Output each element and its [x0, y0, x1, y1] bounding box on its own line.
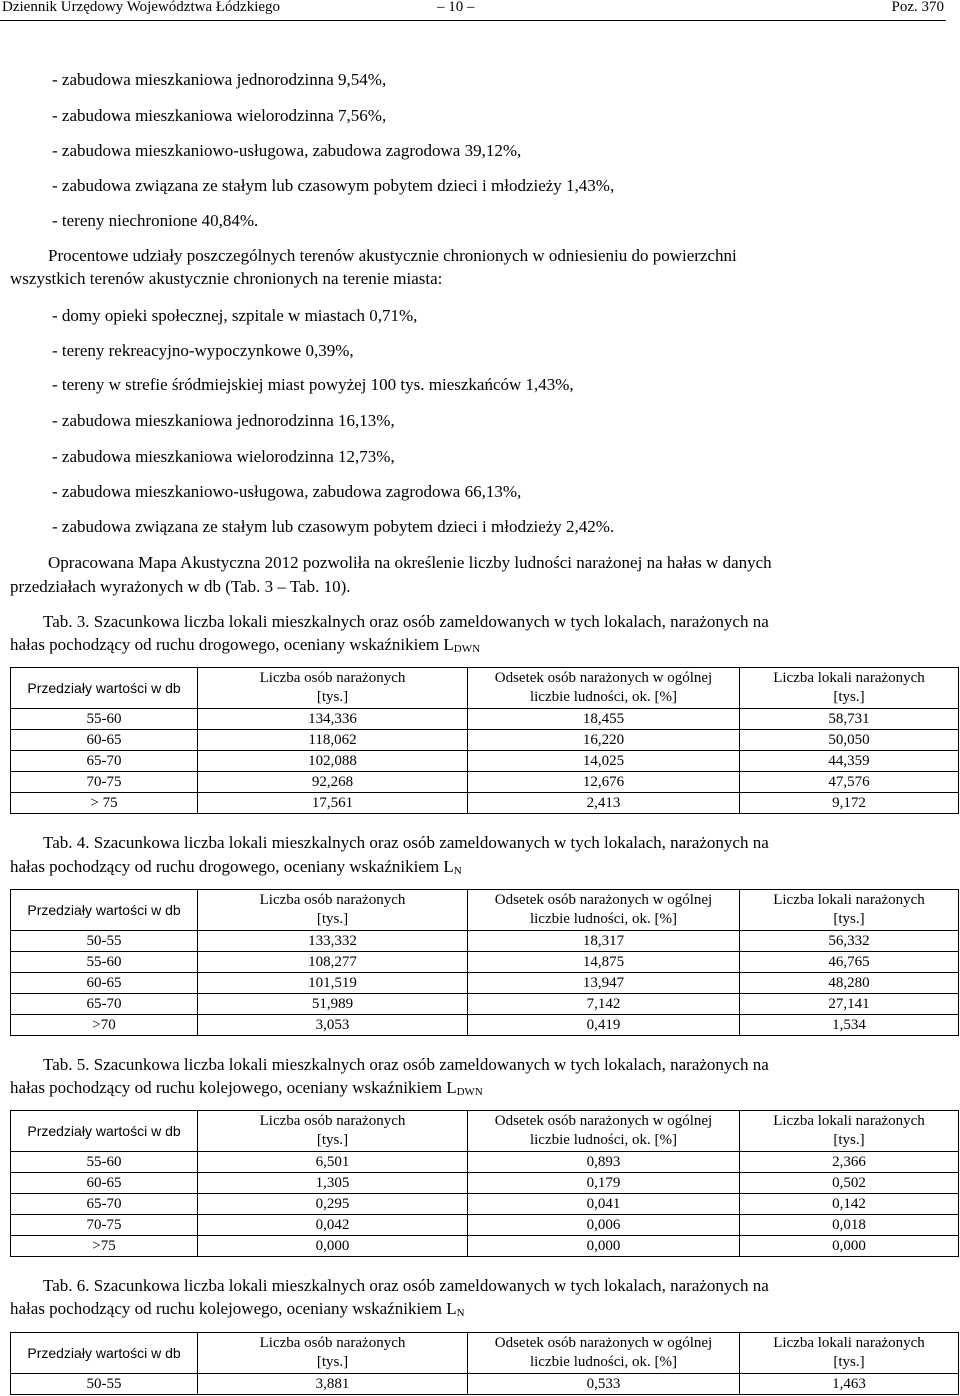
column-header: Odsetek osób narażonych w ogólnej liczbie ludności, ok. [%] [468, 1333, 740, 1374]
table-cell: 0,018 [740, 1215, 959, 1236]
table-cell: 2,366 [740, 1152, 959, 1173]
table-row [11, 1215, 959, 1236]
table-cell: 18,455 [468, 709, 740, 730]
table-cell: 27,141 [740, 994, 959, 1015]
column-header: Liczba lokali narażonych [tys.] [740, 668, 959, 709]
table-cell: 65-70 [11, 994, 198, 1015]
data-table [10, 667, 959, 814]
table-row [11, 793, 959, 814]
table-cell: 1,305 [198, 1173, 468, 1194]
table-cell: 18,317 [468, 931, 740, 952]
column-header: Liczba osób narażonych [tys.] [198, 1333, 468, 1374]
data-table [10, 1332, 959, 1395]
column-header: Liczba lokali narażonych [tys.] [740, 1333, 959, 1374]
table-cell: 58,731 [740, 709, 959, 730]
table-cell: >70 [11, 1015, 198, 1036]
table-header-row [11, 1333, 959, 1374]
table-cell: 47,576 [740, 772, 959, 793]
table-cell: 118,062 [198, 730, 468, 751]
table-cell: 0,419 [468, 1015, 740, 1036]
table-cell: 55-60 [11, 709, 198, 730]
list-item: - zabudowa mieszkaniowa wielorodzinna 7,56%, [52, 106, 387, 125]
table-cell: 56,332 [740, 931, 959, 952]
table-caption: hałas pochodzący od ruchu kolejowego, oceniany wskaźnikiem LN [10, 1299, 465, 1319]
table-row [11, 952, 959, 973]
table-cell: 101,519 [198, 973, 468, 994]
table-cell: 50-55 [11, 1374, 198, 1395]
table-caption: hałas pochodzący od ruchu kolejowego, oceniany wskaźnikiem LDWN [10, 1078, 483, 1098]
table-row [11, 709, 959, 730]
table-cell: 134,336 [198, 709, 468, 730]
table-cell: 44,359 [740, 751, 959, 772]
table-cell: 0,006 [468, 1215, 740, 1236]
list-item: - tereny rekreacyjno-wypoczynkowe 0,39%, [52, 341, 354, 360]
list-item: - zabudowa związana ze stałym lub czasowym pobytem dzieci i młodzieży 2,42%. [52, 517, 615, 536]
list-item: - domy opieki społecznej, szpitale w miastach 0,71%, [52, 306, 418, 325]
list-item: - zabudowa związana ze stałym lub czasowym pobytem dzieci i młodzieży 1,43%, [52, 176, 615, 195]
paragraph-line: Procentowe udziały poszczególnych terenów akustycznie chronionych w odniesieniu do powierzchni [48, 246, 737, 265]
table-cell: 1,534 [740, 1015, 959, 1036]
table-cell: 14,025 [468, 751, 740, 772]
table-cell: 0,000 [198, 1236, 468, 1257]
table-cell: 13,947 [468, 973, 740, 994]
table-row [11, 994, 959, 1015]
column-header: Odsetek osób narażonych w ogólnej liczbie ludności, ok. [%] [468, 1111, 740, 1152]
table-cell: 14,875 [468, 952, 740, 973]
table-cell: 3,881 [198, 1374, 468, 1395]
table-cell: 50,050 [740, 730, 959, 751]
table-cell: 0,893 [468, 1152, 740, 1173]
table-cell: >75 [11, 1236, 198, 1257]
table-row [11, 1152, 959, 1173]
column-header: Liczba osób narażonych [tys.] [198, 668, 468, 709]
table-cell: 46,765 [740, 952, 959, 973]
table-row [11, 1236, 959, 1257]
list-item: - tereny niechronione 40,84%. [52, 211, 259, 230]
column-header: Przedziały wartości w db [11, 668, 198, 709]
table-cell: 108,277 [198, 952, 468, 973]
column-header: Przedziały wartości w db [11, 1333, 198, 1374]
list-item: - zabudowa mieszkaniowo-usługowa, zabudowa zagrodowa 39,12%, [52, 141, 522, 160]
table-cell: 55-60 [11, 952, 198, 973]
table-cell: 60-65 [11, 730, 198, 751]
column-header: Liczba osób narażonych [tys.] [198, 1111, 468, 1152]
table-caption: hałas pochodzący od ruchu drogowego, oceniany wskaźnikiem LN [10, 857, 462, 877]
table-caption: Tab. 3. Szacunkowa liczba lokali mieszkalnych oraz osób zameldowanych w tych lokalach, narażonych na [43, 612, 769, 631]
list-item: - tereny w strefie śródmiejskiej miast powyżej 100 tys. mieszkańców 1,43%, [52, 375, 574, 394]
table-row [11, 1015, 959, 1036]
page-number: – 10 – [437, 0, 475, 15]
data-table [10, 889, 959, 1036]
table-cell: 92,268 [198, 772, 468, 793]
table-caption: hałas pochodzący od ruchu drogowego, oceniany wskaźnikiem LDWN [10, 635, 481, 655]
column-header: Liczba osób narażonych [tys.] [198, 890, 468, 931]
column-header: Przedziały wartości w db [11, 890, 198, 931]
table-header-row [11, 890, 959, 931]
table-caption: Tab. 6. Szacunkowa liczba lokali mieszkalnych oraz osób zameldowanych w tych lokalach, narażonych na [43, 1276, 769, 1295]
table-caption: Tab. 4. Szacunkowa liczba lokali mieszkalnych oraz osób zameldowanych w tych lokalach, narażonych na [43, 833, 769, 852]
journal-title: Dziennik Urzędowy Województwa Łódzkiego [2, 0, 281, 15]
list-item: - zabudowa mieszkaniowa wielorodzinna 12,73%, [52, 447, 395, 466]
table-row [11, 1194, 959, 1215]
table-row [11, 1374, 959, 1395]
table-cell: > 75 [11, 793, 198, 814]
table-caption: Tab. 5. Szacunkowa liczba lokali mieszkalnych oraz osób zameldowanych w tych lokalach, narażonych na [43, 1055, 769, 1074]
table-cell: 9,172 [740, 793, 959, 814]
paragraph-line: przedziałach wyrażonych w db (Tab. 3 – Tab. 10). [10, 577, 351, 596]
column-header: Odsetek osób narażonych w ogólnej liczbie ludności, ok. [%] [468, 890, 740, 931]
table-cell: 0,042 [198, 1215, 468, 1236]
column-header: Odsetek osób narażonych w ogólnej liczbie ludności, ok. [%] [468, 668, 740, 709]
table-cell: 0,041 [468, 1194, 740, 1215]
table-row [11, 730, 959, 751]
table-cell: 0,533 [468, 1374, 740, 1395]
column-header: Liczba lokali narażonych [tys.] [740, 890, 959, 931]
table-cell: 6,501 [198, 1152, 468, 1173]
table-cell: 70-75 [11, 1215, 198, 1236]
table-cell: 0,179 [468, 1173, 740, 1194]
paragraph-line: Opracowana Mapa Akustyczna 2012 pozwoliła na określenie liczby ludności narażonej na hałas w danych [48, 553, 772, 572]
table-cell: 48,280 [740, 973, 959, 994]
table-cell: 17,561 [198, 793, 468, 814]
table-header-row [11, 668, 959, 709]
table-cell: 16,220 [468, 730, 740, 751]
table-cell: 102,088 [198, 751, 468, 772]
table-cell: 65-70 [11, 1194, 198, 1215]
table-cell: 60-65 [11, 973, 198, 994]
table-cell: 0,142 [740, 1194, 959, 1215]
table-cell: 65-70 [11, 751, 198, 772]
table-cell: 0,295 [198, 1194, 468, 1215]
paragraph-line: wszystkich terenów akustycznie chronionych na terenie miasta: [10, 269, 443, 288]
table-cell: 51,989 [198, 994, 468, 1015]
table-cell: 60-65 [11, 1173, 198, 1194]
list-item: - zabudowa mieszkaniowa jednorodzinna 9,54%, [52, 70, 387, 89]
table-cell: 0,502 [740, 1173, 959, 1194]
table-row [11, 772, 959, 793]
table-cell: 70-75 [11, 772, 198, 793]
position-number: Poz. 370 [891, 0, 944, 15]
column-header: Przedziały wartości w db [11, 1111, 198, 1152]
table-row [11, 1173, 959, 1194]
page-header [0, 0, 946, 21]
column-header: Liczba lokali narażonych [tys.] [740, 1111, 959, 1152]
table-cell: 7,142 [468, 994, 740, 1015]
list-item: - zabudowa mieszkaniowa jednorodzinna 16,13%, [52, 411, 395, 430]
table-cell: 1,463 [740, 1374, 959, 1395]
table-cell: 12,676 [468, 772, 740, 793]
table-header-row [11, 1111, 959, 1152]
table-row [11, 751, 959, 772]
table-row [11, 931, 959, 952]
table-cell: 0,000 [468, 1236, 740, 1257]
table-cell: 50-55 [11, 931, 198, 952]
list-item: - zabudowa mieszkaniowo-usługowa, zabudowa zagrodowa 66,13%, [52, 482, 522, 501]
table-row [11, 973, 959, 994]
table-cell: 55-60 [11, 1152, 198, 1173]
table-cell: 0,000 [740, 1236, 959, 1257]
table-cell: 3,053 [198, 1015, 468, 1036]
data-table [10, 1110, 959, 1257]
table-cell: 2,413 [468, 793, 740, 814]
table-cell: 133,332 [198, 931, 468, 952]
